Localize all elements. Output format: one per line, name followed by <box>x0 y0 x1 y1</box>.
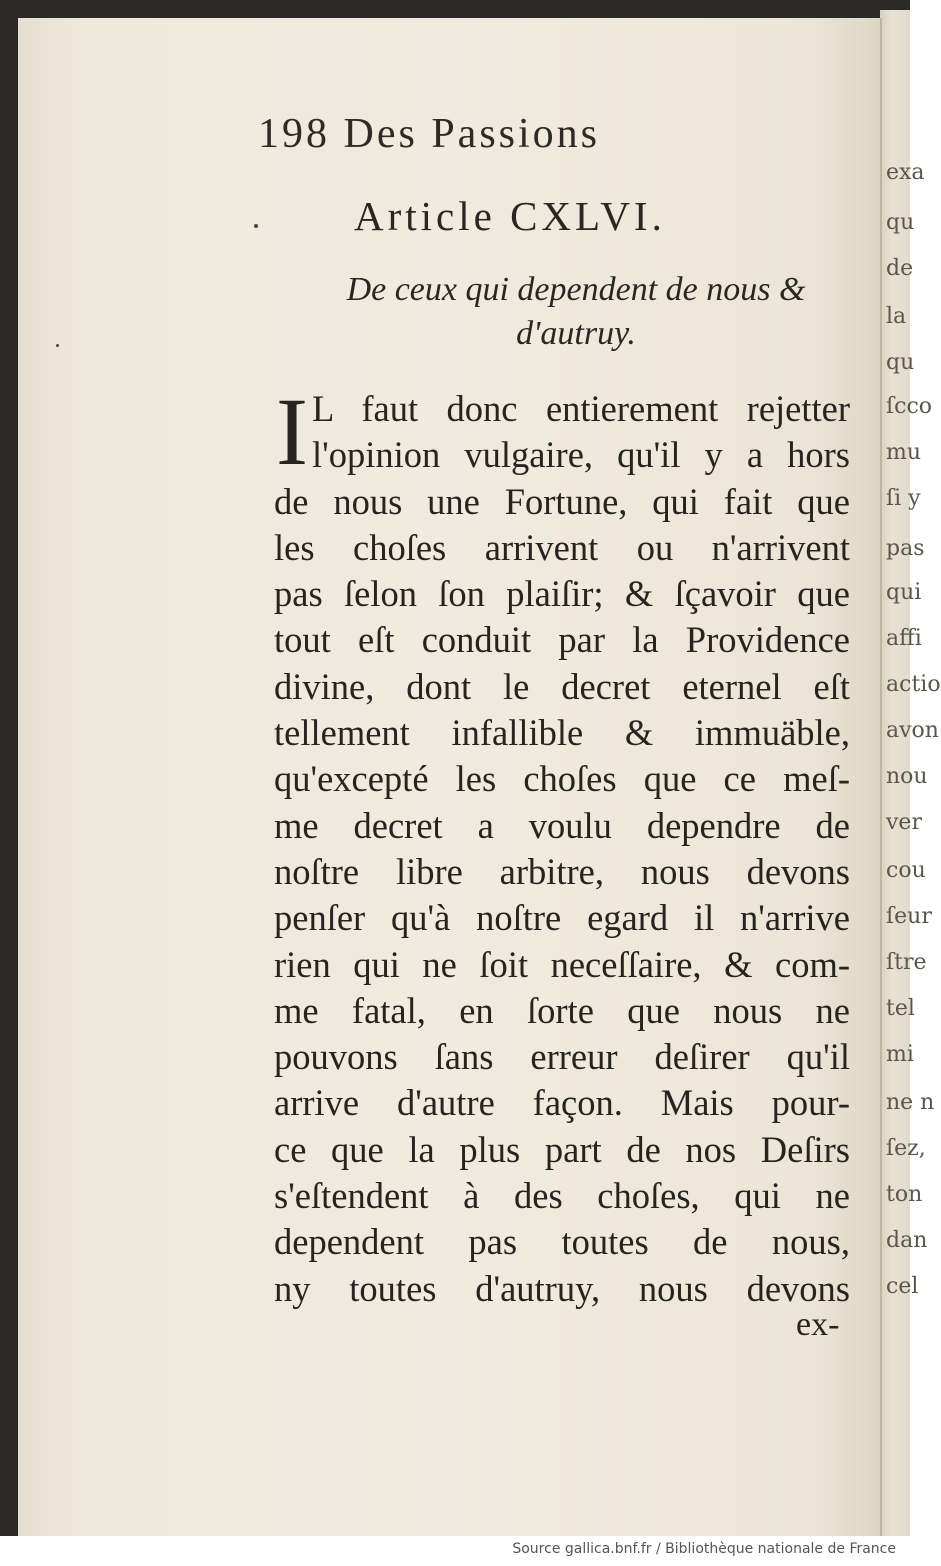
text-line: arrive d'autre façon. Mais pour- <box>274 1082 850 1124</box>
catchword: ex- <box>796 1306 840 1343</box>
article-subtitle <box>296 268 856 356</box>
facing-page-edge <box>880 10 941 1536</box>
facing-page-fragment: affi <box>886 626 922 651</box>
facing-page-fragment: ver <box>886 810 922 835</box>
facing-page-fragment: avon <box>886 718 939 743</box>
text-line: noſtre libre arbitre, nous devons <box>274 850 850 892</box>
text-line: rien qui ne ſoit neceſſaire, & com- <box>274 943 850 985</box>
facing-page-fragment: pas <box>886 536 925 561</box>
facing-page-fragment: la <box>886 304 907 329</box>
text-line: s'eſtendent à des choſes, qui ne <box>274 1175 850 1217</box>
source-footer: Source gallica.bnf.fr / Bibliothèque nationale de France <box>512 1541 896 1557</box>
text-line: pouvons ſans erreur deſirer qu'il <box>274 1036 850 1078</box>
facing-page-fragment: actio <box>886 672 941 697</box>
facing-page-fragment: ne n <box>886 1090 935 1115</box>
body-text <box>274 378 850 1312</box>
facing-page-fragment: exa <box>886 160 925 185</box>
text-line: pas ſelon ſon plaiſir; & ſçavoir que <box>274 573 850 615</box>
facing-page-fragment: nou <box>886 764 928 789</box>
facing-page-fragment: de <box>886 256 914 281</box>
subtitle-line: De ceux qui dependent de nous & <box>346 271 806 308</box>
text-line: ce que la plus part de nos Deſirs <box>274 1128 850 1170</box>
text-line: me fatal, en ſorte que nous ne <box>274 989 850 1031</box>
facing-page-fragment: tel <box>886 996 915 1021</box>
text-line: penſer qu'à noſtre egard il n'arrive <box>274 897 850 939</box>
text-line: tout eſt conduit par la Providence <box>274 619 850 661</box>
facing-page-fragment: ſcco <box>886 394 933 419</box>
facing-page-fragment: ſtre <box>886 950 927 975</box>
text-line: les choſes arrivent ou n'arrivent <box>274 526 850 568</box>
facing-page-fragment: qu <box>886 210 915 235</box>
article-title: Article CXLVI. <box>354 193 666 239</box>
facing-page-fragment: ſi y <box>886 486 921 511</box>
text-line: qu'excepté les choſes que ce meſ- <box>274 758 850 800</box>
ink-speck <box>254 224 258 228</box>
ink-speck <box>56 344 59 347</box>
text-line: tellement infallible & immuäble, <box>274 712 850 754</box>
text-line: L faut donc entierement rejetter <box>312 388 850 429</box>
facing-page-fragment: mi <box>886 1042 914 1067</box>
facing-page-fragment: ſeur <box>886 904 932 929</box>
drop-cap: I <box>276 378 308 485</box>
subtitle-line: d'autruy. <box>516 315 636 352</box>
facing-page-fragment: ton <box>886 1182 923 1207</box>
facing-page-fragment: qui <box>886 580 922 605</box>
facing-page-fragment: mu <box>886 440 922 465</box>
facing-page-fragment: cel <box>886 1274 919 1299</box>
text-line: divine, dont le decret eternel eſt <box>274 665 850 707</box>
facing-page-fragment: dan <box>886 1228 928 1253</box>
running-head: 198 Des Passions <box>258 111 601 157</box>
text-line: l'opinion vulgaire, qu'il y a hors <box>312 434 850 476</box>
text-line: ny toutes d'autruy, nous devons <box>274 1267 850 1309</box>
text-line: me decret a voulu dependre de <box>274 804 850 846</box>
text-line: dependent pas toutes de nous, <box>274 1221 850 1263</box>
facing-page-fragment: ſez, <box>886 1136 926 1161</box>
facing-page-fragment: cou <box>886 858 926 883</box>
text-line: de nous une Fortune, qui fait que <box>274 480 850 522</box>
facing-page-fragment: qu <box>886 350 915 375</box>
